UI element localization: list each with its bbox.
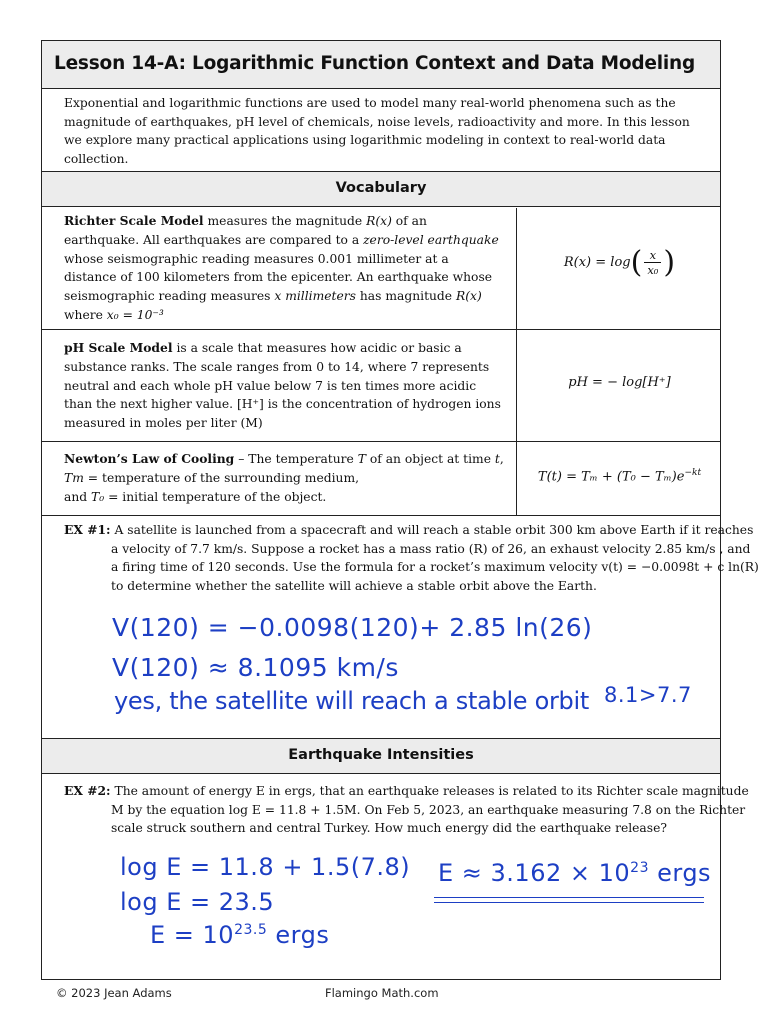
ex1-work-compare: 8.1>7.7 — [604, 683, 692, 707]
cooling-text-c: , — [499, 452, 504, 466]
richter-fraction-num: x — [644, 248, 661, 263]
ex2-work-line3-unit: ergs — [267, 921, 330, 949]
cooling-formula-base: T(t) = Tₘ + (T₀ − Tₘ)e — [537, 469, 685, 485]
cooling-term: Newton’s Law of Cooling — [64, 451, 235, 466]
ex1-label: EX #1: — [64, 522, 111, 537]
cooling-var-T: T — [357, 452, 366, 466]
ph-description — [64, 339, 504, 433]
richter-text-a: measures the magnitude — [203, 214, 367, 228]
cooling-var-tm: Tm — [64, 470, 84, 485]
ex2-text: The amount of energy E in ergs, that an earthquake releases is related to its Richter scale magnitude M by the equation log E = 11.8 + 1.5M. On Feb 5, 2023, an earthquake measuring 7.8 on the Richter scale struck southern and central Turkey. How much energy did the earthquake release? — [110, 784, 749, 835]
vocab-row-ph — [42, 330, 720, 442]
richter-var-rx: R(x) — [366, 214, 392, 228]
richter-x-mm: x millimeters — [274, 289, 356, 304]
cooling-description — [64, 450, 504, 506]
vocab-row-cooling — [42, 442, 720, 516]
cooling-var-t0: T₀ — [91, 489, 105, 504]
title-bar — [42, 41, 720, 89]
ex2-label: EX #2: — [64, 783, 111, 798]
richter-text-c: whose seismographic reading measures 0.001 millimeter at a distance of 100 kilometers from the epicenter. An earthquake whose seismographic reading measures — [64, 251, 493, 304]
ex2-answer-exp: 23 — [630, 860, 649, 876]
ex2-work-line3-base: E = 10 — [150, 921, 235, 949]
ex2-work-line1: log E = 11.8 + 1.5(7.8) — [120, 853, 411, 881]
ex2-answer — [438, 859, 711, 887]
richter-text-b: of an earthquake. All earthquakes are compared to a — [64, 214, 427, 247]
footer-copyright: © 2023 Jean Adams — [56, 986, 172, 1000]
richter-fraction — [644, 248, 661, 277]
ex2-work-line3 — [150, 921, 329, 949]
ex2-answer-base: E ≈ 3.162 × 10 — [438, 859, 631, 887]
richter-zero-level: zero-level earthquake — [363, 232, 499, 247]
ex2-answer-unit: ergs — [648, 859, 712, 887]
cooling-var-t: t — [494, 452, 500, 466]
vocabulary-header — [42, 171, 720, 207]
richter-formula: R(x) = log( $\frac{x}{\text{x₀}}$ ) — [563, 245, 676, 280]
richter-text-e: where — [64, 307, 107, 322]
ph-formula: pH = − log[H⁺] — [568, 375, 671, 390]
richter-x0-def: x₀ = 10⁻³ — [106, 307, 164, 322]
ex1-work-line3: yes, the satellite will reach a stable orbit — [114, 687, 589, 715]
ph-text: is a scale that measures how acidic or basic a substance ranks. The scale ranges from 0 to 14, where 7 represents neutral and each whole pH value below 7 is ten times more acidic than the next higher value. [H⁺] is the concentration of hydrogen ions measured in moles per liter (M) — [64, 341, 501, 431]
ph-term: pH Scale Model — [64, 340, 173, 355]
cooling-line2: = temperature of the surrounding medium, — [83, 470, 360, 485]
cooling-line3-a: and — [64, 489, 92, 504]
worksheet-page — [41, 40, 759, 980]
cooling-formula — [518, 468, 721, 484]
cooling-text-b: of an object at time — [365, 452, 495, 466]
cooling-formula-exp: −kt — [684, 468, 702, 478]
cooling-line3-b: = initial temperature of the object. — [104, 489, 327, 504]
vocabulary-heading: Vocabulary — [335, 180, 427, 196]
ex2-work-line3-exp: 23.5 — [234, 922, 268, 938]
ex1-work-line2: V(120) ≈ 8.1095 km/s — [112, 653, 399, 682]
richter-fraction-den: x₀ — [647, 263, 659, 277]
ex2-problem — [64, 782, 759, 838]
ex1-work-line1: V(120) = −0.0098(120)+ 2.85 ln(26) — [112, 613, 593, 642]
ex1-text: A satellite is launched from a spacecraft and will reach a stable orbit 300 km above Earth if it reaches a velocity of 7.7 km/s. Suppose a rocket has a mass ratio (R) of 26, an exhaust velocity 2.85 km/s , and a firing time of 120 seconds. Use the formula for a rocket’s maximum velocity v(t) = −0.0098t + c ln(R) to determine whether the satellite will achieve a stable orbit above the Earth. — [110, 523, 759, 593]
answer-underline-2 — [434, 902, 704, 903]
richter-formula-lhs: R(x) = log — [563, 255, 631, 270]
footer-site: Flamingo Math.com — [325, 986, 439, 1000]
richter-var-rx-2: R(x) — [455, 289, 482, 304]
earthquake-heading: Earthquake Intensities — [288, 747, 474, 763]
answer-underline-1 — [434, 897, 704, 898]
vocab-row-richter — [42, 207, 720, 330]
richter-text-d: has magnitude — [355, 289, 456, 304]
cooling-text-a: – The temperature — [234, 452, 358, 466]
intro-paragraph: Exponential and logarithmic functions are used to model many real-world phenomena such as the magnitude of earthquakes, pH level of chemicals, noise levels, radioactivity and more. In this lesson we explore many practical applications using logarithmic modeling in context to real-world data collection. — [64, 96, 690, 166]
lesson-title: Lesson 14-A: Logarithmic Function Context and Data Modeling — [54, 53, 696, 74]
ex2-work-line2: log E = 23.5 — [120, 888, 275, 916]
earthquake-header — [42, 738, 720, 774]
richter-description — [64, 212, 504, 325]
richter-term: Richter Scale Model — [64, 213, 204, 228]
ex1-problem — [64, 521, 759, 595]
